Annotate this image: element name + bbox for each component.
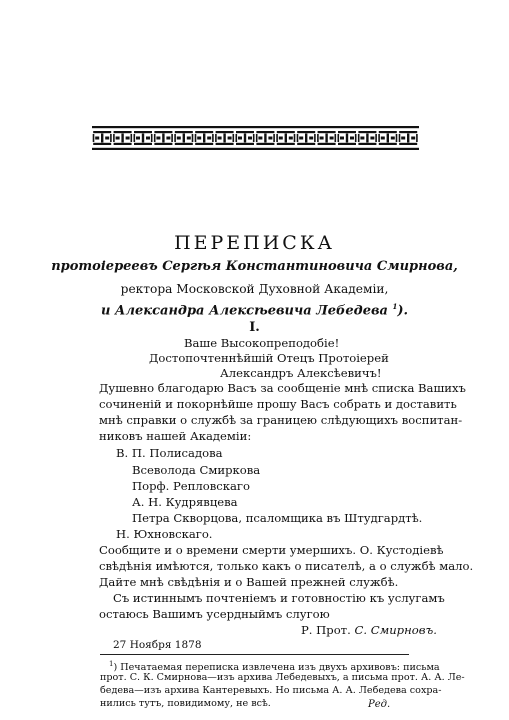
student-name: Порф. Репловскаго (132, 479, 250, 493)
ornament-motif (378, 131, 397, 145)
ornament-motif (399, 131, 418, 145)
student-name: А. Н. Кудрявцева (132, 495, 238, 509)
letter-text-line: сочиненій и покорнѣйше прошу Васъ собрать и доставить (99, 397, 457, 411)
footnote-line: нились тутъ, повидимому, не всѣ. (100, 698, 271, 709)
subtitle-smirnov: протоіереевъ Сергѣя Константиновича Смирнова, (51, 259, 458, 274)
footnote-line: бедева—изъ архива Кантеревыхъ. Но письма А. А. Лебедева сохра- (100, 685, 442, 696)
ornament-motif (317, 131, 336, 145)
closing-line-1: Съ истиннымъ почтеніемъ и готовностію къ услугамъ (113, 591, 445, 605)
footnote-mark: 1 (109, 660, 114, 668)
ornament-motif (276, 131, 295, 145)
footnote-line-1-text: ) Печатаемая переписка извлечена изъ двухъ архивовъ: письма (113, 662, 440, 674)
letter-text-line: свѣдѣнія имѣются, только какъ о писателѣ, а о службѣ мало. (99, 559, 474, 573)
letter-number: I. (249, 320, 260, 335)
subtitle-lebedev (0, 302, 509, 318)
student-name: Всеволода Смиркова (132, 463, 261, 477)
student-name: В. П. Полисадова (116, 446, 223, 460)
ornament-motif (358, 131, 377, 145)
letter-date: 27 Ноября 1878 (113, 639, 202, 651)
signature (301, 623, 437, 638)
subtitle-rector: ректора Московской Духовной Академіи, (120, 282, 389, 296)
ornament-motif (93, 131, 112, 145)
ornament-motif (256, 131, 275, 145)
footnote-line: прот. С. К. Смирнова—изъ архива Лебедевыхъ, а письма прот. А. А. Ле- (100, 672, 465, 683)
ornament-motif (113, 131, 132, 145)
letter-text-line: Душевно благодарю Васъ за сообщеніе мнѣ списка Вашихъ (99, 381, 466, 395)
student-name: Петра Скворцова, псаломщика въ Штудгардтѣ. (132, 511, 423, 525)
ornament-motif (215, 131, 234, 145)
editor-mark: Ред. (368, 699, 391, 710)
ornament-motif (195, 131, 214, 145)
ornament-motif (174, 131, 193, 145)
subtitle-lebedev-text: и Александра Алексѣевича Лебедева (100, 303, 388, 319)
subtitle-lebedev-end: ). (397, 303, 409, 319)
ornament-motif (297, 131, 316, 145)
letter-text-line: Дайте мнѣ свѣдѣнія и о Вашей прежней службѣ. (99, 575, 399, 589)
document-title: ПЕРЕПИСКА (174, 232, 335, 254)
signature-name: С. Смирновъ. (354, 623, 437, 637)
closing-line-2: остаюсь Вашимъ усердныймъ слугою (99, 607, 330, 621)
ornament-motif (134, 131, 153, 145)
footnote-reference: 1 (392, 302, 398, 311)
ornament-motif (154, 131, 173, 145)
ornament-motif (338, 131, 357, 145)
student-name: Н. Юхновскаго. (116, 527, 213, 541)
letter-text-line: Сообщите и о времени смерти умершихъ. О. Кустодіевѣ (99, 543, 444, 557)
signature-prefix: Р. Прот. (301, 623, 351, 637)
footnote-divider (100, 654, 409, 655)
salutation-line-1: Ваше Высокопреподобіе! (184, 336, 340, 350)
salutation-line-2: Достопочтеннѣйшій Отецъ Протоіерей (149, 351, 389, 365)
ornament-motif (236, 131, 255, 145)
letter-text-line: никовъ нашей Академіи: (99, 429, 252, 443)
salutation-line-3: Александръ Алексѣевичъ! (220, 366, 382, 380)
ornamental-header-band (92, 126, 419, 150)
letter-text-line: мнѣ справки о службѣ за границею слѣдующихъ воспитан- (99, 413, 463, 427)
